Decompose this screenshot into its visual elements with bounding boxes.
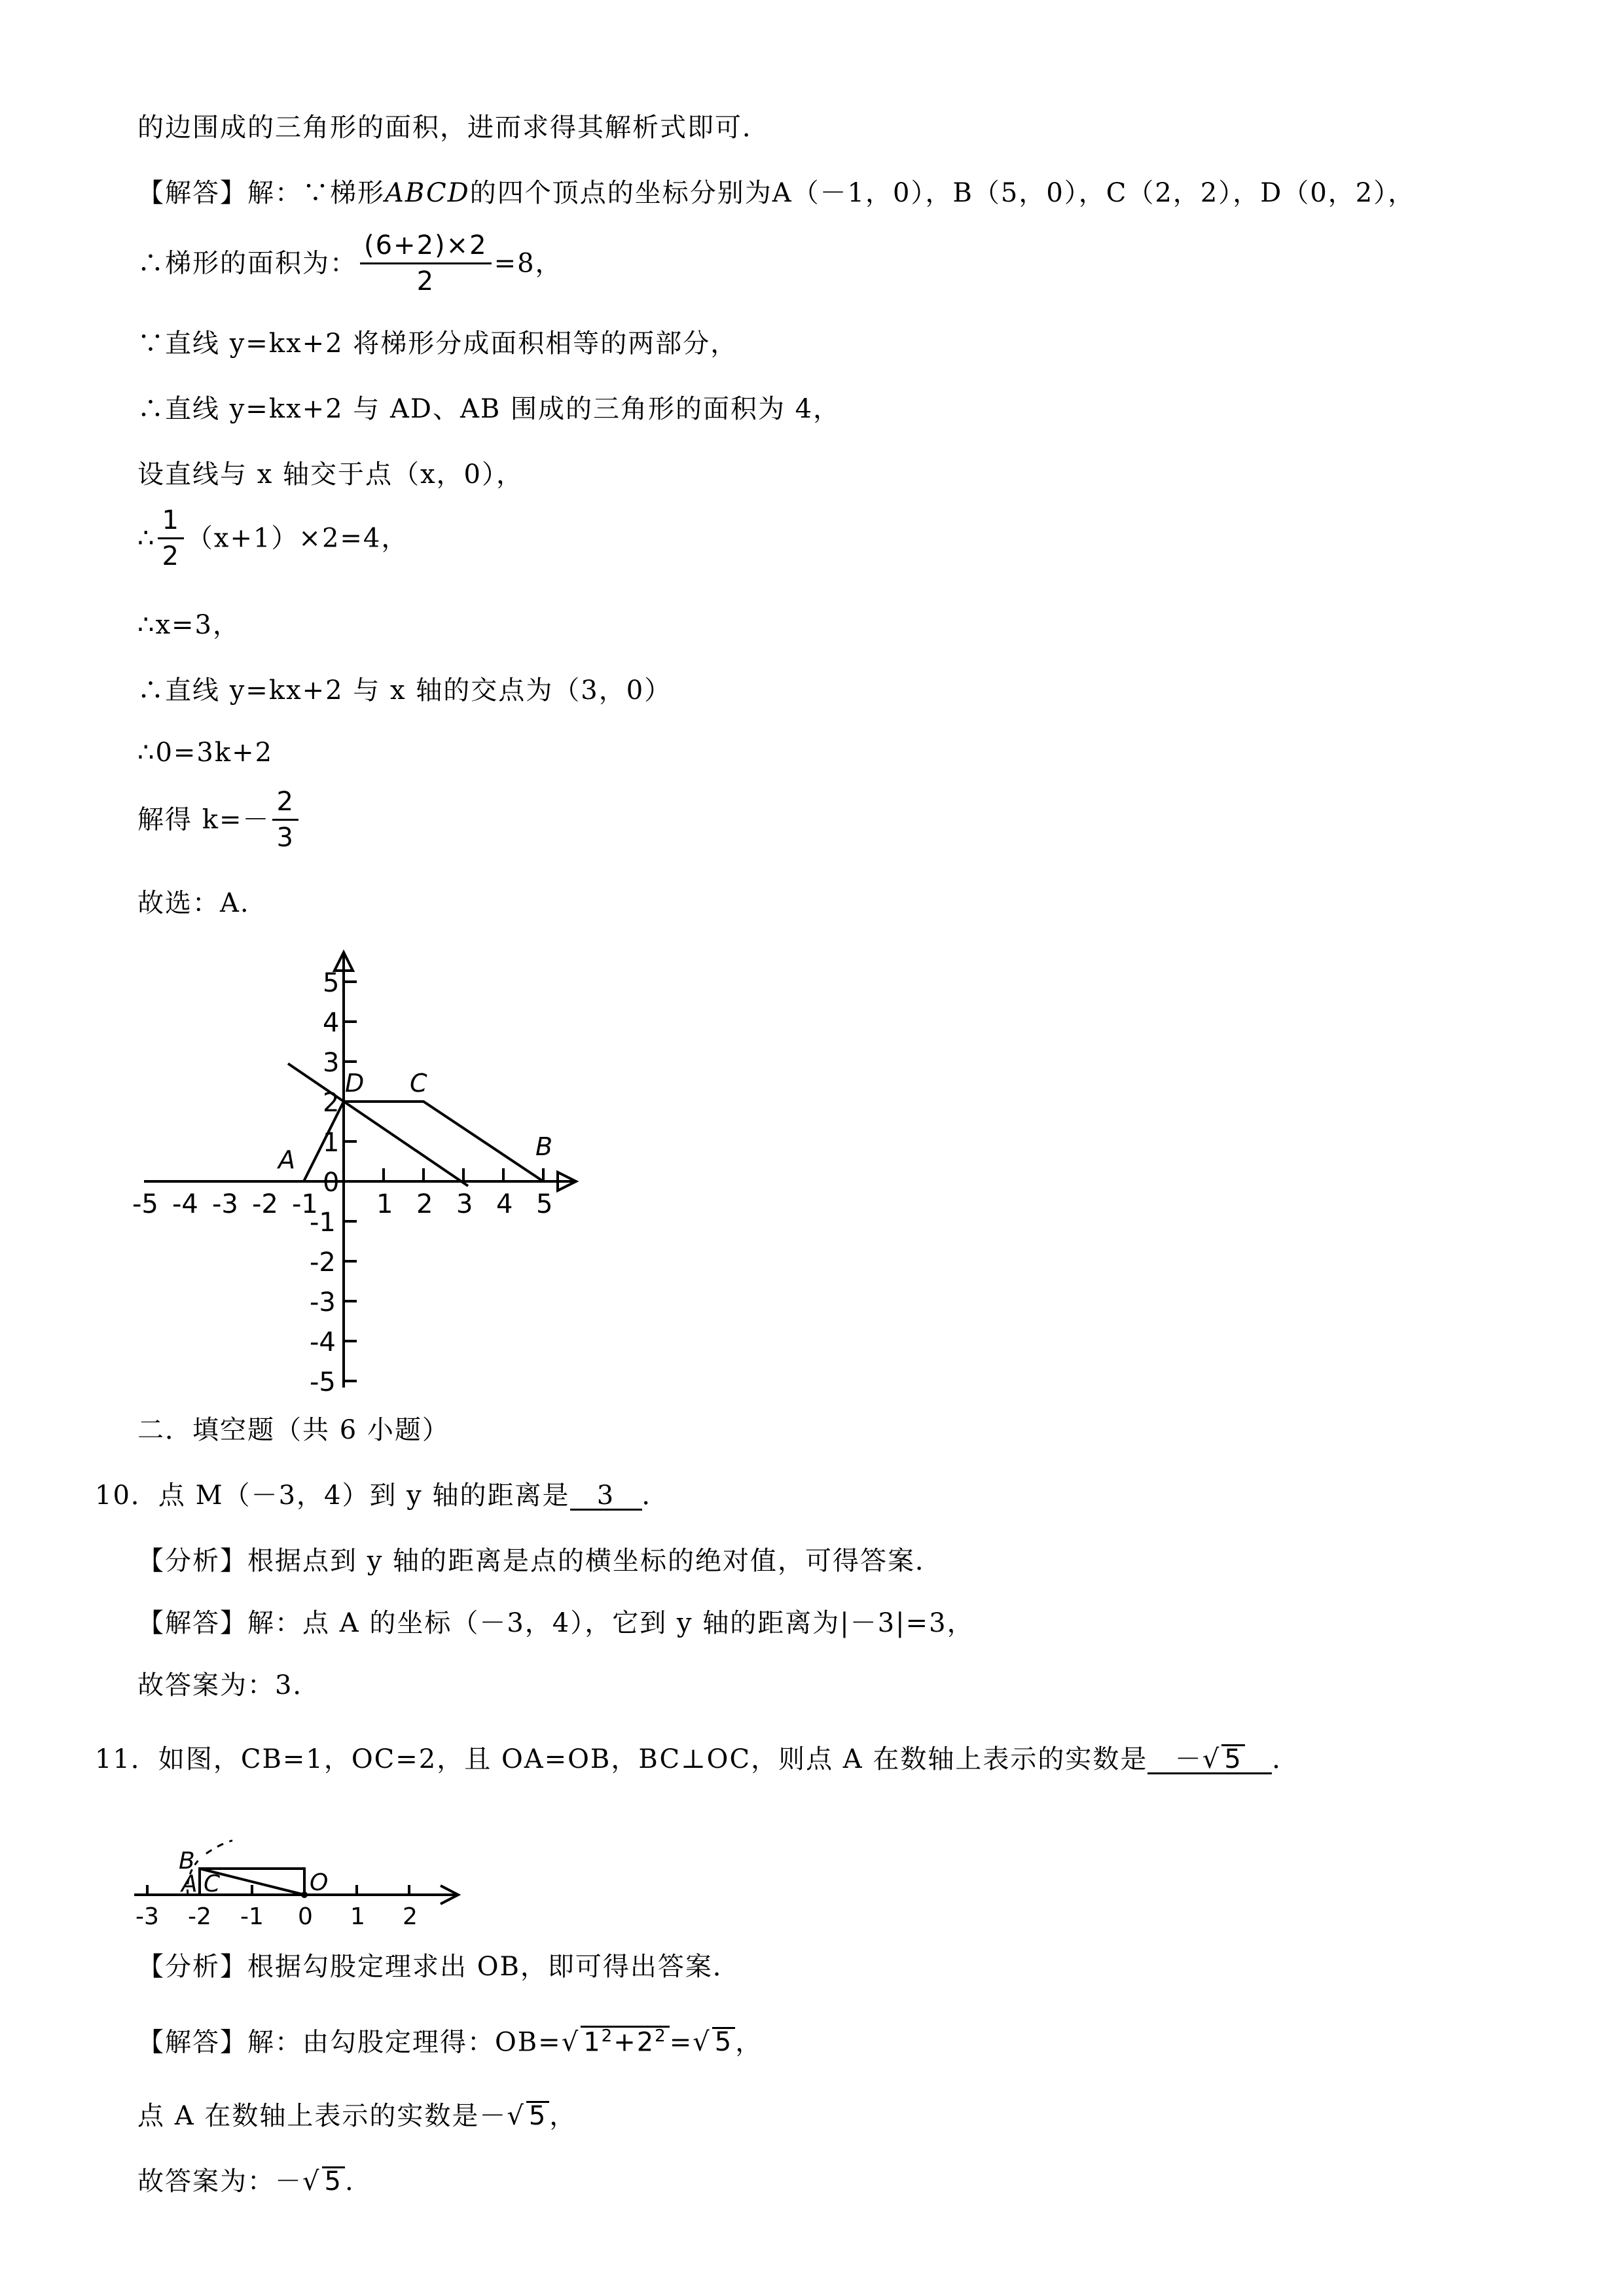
text-line-1: 的边围成的三角形的面积，进而求得其解析式即可． [137, 113, 770, 143]
radicand-part: 1 [583, 2027, 602, 2058]
solution-tag: 【解答】 [137, 1608, 247, 1638]
answer-sign: － [1174, 1744, 1202, 1774]
solution-tag: 【解答】 [137, 2027, 247, 2058]
point-label-c: C [204, 1871, 221, 1897]
q11-solution [137, 2026, 763, 2058]
equals: = [669, 2027, 693, 2058]
question-stem: 10．点 M（－3，4）到 y 轴的距离是 [95, 1480, 570, 1511]
number-line-figure [128, 1813, 481, 1931]
sqrt-symbol: √ 5 [302, 2166, 345, 2195]
x-tick-label: 5 [536, 1189, 553, 1219]
x-ticks [384, 1168, 543, 1181]
analysis-text: 根据勾股定理求出 OB，即可得出答案． [247, 1952, 740, 1982]
text-line-6: 设直线与 x 轴交于点（x，0）， [137, 459, 524, 490]
question-end: ． [641, 1480, 670, 1511]
y-tick-label: -2 [310, 1247, 336, 1278]
y-tick-label: -1 [310, 1208, 336, 1238]
radicand: 5 [526, 2101, 549, 2129]
text-line-8: ∴x=3， [137, 610, 240, 640]
tick-label: 2 [403, 1903, 418, 1930]
text-line-4: ∵直线 y=kx+2 将梯形分成面积相等的两部分， [137, 329, 738, 359]
radicand: 5 [1221, 1744, 1244, 1772]
point-o [301, 1892, 308, 1898]
x-tick-label: -5 [132, 1189, 158, 1219]
point-label-b: B [179, 1848, 195, 1874]
q10-final: 故答案为：3． [137, 1670, 321, 1700]
x-tick-label: 1 [376, 1189, 393, 1219]
text-fragment: 解得 k=－ [137, 804, 270, 835]
fraction-numerator: 1 [158, 507, 183, 539]
x-tick-label: 4 [496, 1189, 513, 1219]
solution-tag: 【解答】 [137, 178, 247, 208]
question-11 [95, 1744, 1299, 1774]
answer-blank: 3 [570, 1482, 642, 1511]
radicand [581, 2026, 670, 2058]
y-tick-label: 2 [323, 1088, 340, 1118]
y-tick-label: 1 [323, 1128, 340, 1158]
question-end: ． [1272, 1744, 1300, 1774]
text-fragment: 故答案为：－ [137, 2166, 302, 2197]
q11-line2 [137, 2101, 577, 2129]
question-10 [95, 1482, 670, 1511]
x-tick-label: 3 [456, 1189, 473, 1219]
text-line-12: 故选：A. [137, 888, 250, 918]
q11-final [137, 2166, 355, 2195]
text-fragment: 的四个顶点的坐标分别为 [469, 178, 772, 208]
text-line-9: ∴直线 y=kx+2 与 x 轴的交点为（3，0） [137, 675, 672, 706]
section-heading: 二．填空题（共 6 小题） [137, 1415, 450, 1445]
text-fragment: 点 A 在数轴上表示的实数是－ [137, 2101, 507, 2131]
punct: ， [549, 2101, 577, 2131]
q10-solution [137, 1610, 975, 1636]
y-tick-label: 5 [323, 968, 340, 998]
tick-label: -2 [188, 1903, 211, 1930]
fraction-denominator: 3 [276, 823, 295, 853]
tick-label: -1 [240, 1903, 264, 1930]
question-stem: 11．如图，CB=1，OC=2，且 OA=OB，BC⊥OC，则点 A 在数轴上表示的实数是 [95, 1744, 1148, 1774]
text-line-11 [137, 789, 301, 851]
origin-label: 0 [323, 1168, 340, 1198]
text-fragment: 解：∵梯形 [247, 178, 385, 208]
coordinate-graph [124, 942, 596, 1401]
tick-label: -3 [135, 1903, 159, 1930]
analysis-tag: 【分析】 [137, 1952, 247, 1982]
y-tick-label: -4 [310, 1327, 336, 1357]
fraction-half [158, 507, 183, 569]
text-fragment: （x+1）×2=4， [186, 523, 409, 554]
fraction-denominator: 2 [416, 266, 435, 296]
y-tick-label: 4 [323, 1008, 340, 1038]
coordinates: A（－1，0），B（5，0），C（2，2），D（0，2）， [772, 178, 1416, 208]
y-tick-label: -5 [310, 1367, 336, 1397]
answer-blank [1147, 1744, 1272, 1774]
text-fragment: ∴ [137, 523, 156, 554]
point-label-b: B [535, 1132, 553, 1161]
exponent: 2 [601, 2026, 614, 2046]
x-tick-label: -2 [252, 1189, 278, 1219]
point-label-a: A [278, 1145, 295, 1174]
dashed-arc-top [206, 1840, 232, 1854]
solution-text: 解：点 A 的坐标（－3，4），它到 y 轴的距离为|－3|=3， [247, 1608, 975, 1638]
text-line-3 [137, 232, 563, 295]
tick-label: 1 [350, 1903, 365, 1930]
x-tick-label: -3 [212, 1189, 238, 1219]
x-tick-label: -4 [172, 1189, 198, 1219]
text-fragment: ∴梯形的面积为： [137, 248, 357, 279]
tick-label: 0 [298, 1903, 313, 1930]
radicand: 5 [322, 2166, 345, 2195]
text-line-10: ∴0=3k+2 [137, 738, 274, 768]
analysis-text: 根据点到 y 轴的距离是点的横坐标的绝对值，可得答案． [247, 1546, 943, 1576]
radicand: 5 [712, 2027, 735, 2055]
fraction-denominator: 2 [162, 541, 180, 571]
radicand-part: +2 [613, 2027, 655, 2058]
x-tick-label: -1 [292, 1189, 318, 1219]
fraction-numerator: (6+2)×2 [360, 232, 492, 264]
text-line-7 [137, 507, 408, 569]
trapezoid-name: ABCD [385, 178, 470, 208]
text-line-5: ∴直线 y=kx+2 与 AD、AB 围成的三角形的面积为 4， [137, 394, 841, 424]
q10-analysis [137, 1548, 943, 1574]
analysis-tag: 【分析】 [137, 1546, 247, 1576]
x-tick-label: 2 [416, 1189, 433, 1219]
y-tick-label: -3 [310, 1287, 336, 1318]
fraction-area [360, 232, 492, 295]
fraction-numerator: 2 [272, 789, 298, 821]
punct: . [344, 2166, 355, 2197]
solution-text: 解：由勾股定理得：OB= [247, 2027, 562, 2058]
point-label-o: O [310, 1869, 329, 1896]
punct: ， [735, 2027, 763, 2058]
y-tick-label: 3 [323, 1048, 340, 1078]
point-label-a: A [181, 1871, 198, 1897]
exponent: 2 [655, 2026, 667, 2046]
q11-analysis [137, 1954, 740, 1980]
fraction-k [272, 789, 298, 851]
point-label-c: C [410, 1069, 427, 1098]
sqrt-symbol: √ $1^2+2^2$ [562, 2026, 670, 2055]
line-y-kx-plus-2 [288, 1064, 468, 1186]
sqrt-symbol: √ 5 [507, 2101, 549, 2129]
sqrt-symbol: √ 5 [1202, 1744, 1245, 1772]
sqrt-symbol: √ 5 [693, 2027, 735, 2055]
text-fragment: =8， [494, 248, 563, 279]
point-label-d: D [345, 1069, 365, 1098]
text-line-2 [137, 180, 1415, 206]
